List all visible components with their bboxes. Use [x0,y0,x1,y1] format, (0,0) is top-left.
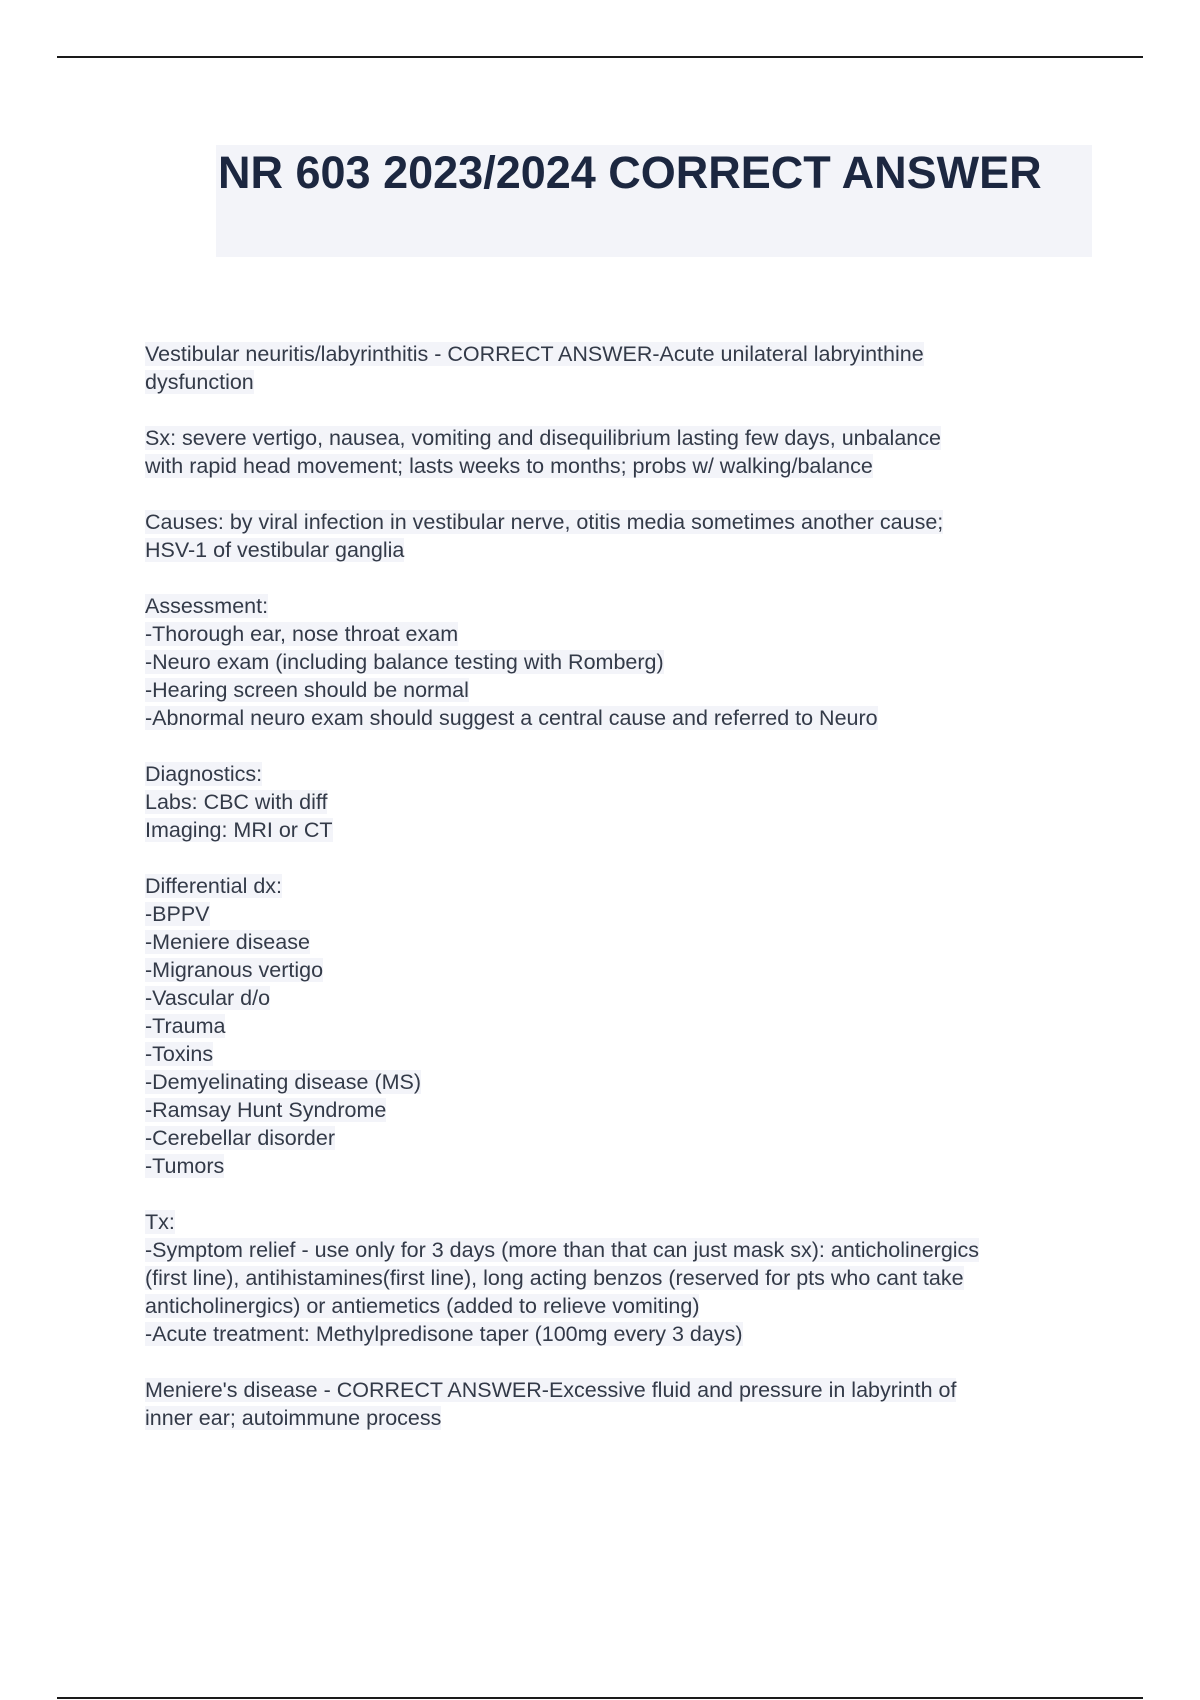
text-line: -Abnormal neuro exam should suggest a central cause and referred to Neuro [145,706,878,730]
paragraph-symptoms [145,424,1095,480]
text-line: -Acute treatment: Methylpredisone taper (100mg every 3 days) [145,1322,743,1346]
paragraph-treatment [145,1208,1095,1348]
text-line: Causes: by viral infection in vestibular nerve, otitis media sometimes another cause; [145,510,944,534]
text-line: -Demyelinating disease (MS) [145,1070,422,1094]
text-line: Diagnostics: [145,762,263,786]
text-line: Labs: CBC with diff [145,790,328,814]
text-line: (first line), antihistamines(first line), long acting benzos (reserved for pts who cant take [145,1266,964,1290]
text-line: -Ramsay Hunt Syndrome [145,1098,387,1122]
text-line: dysfunction [145,370,254,394]
bottom-rule [57,1697,1143,1699]
top-rule [57,56,1143,58]
text-line: Sx: severe vertigo, nausea, vomiting and disequilibrium lasting few days, unbalance [145,426,941,450]
text-line: Meniere's disease - CORRECT ANSWER-Excessive fluid and pressure in labyrinth of [145,1378,957,1402]
text-line: with rapid head movement; lasts weeks to months; probs w/ walking/balance [145,454,873,478]
text-line: -Symptom relief - use only for 3 days (more than that can just mask sx): anticholinergics [145,1238,980,1262]
paragraph-differential-dx [145,872,1095,1180]
text-line: anticholinergics) or antiemetics (added to relieve vomiting) [145,1294,700,1318]
paragraph-menieres-disease [145,1376,1095,1432]
document-title: NR 603 2023/2024 CORRECT ANSWER [218,147,1042,198]
text-line: -Migranous vertigo [145,958,324,982]
text-line: -Neuro exam (including balance testing with Romberg) [145,650,664,674]
text-line: -Meniere disease [145,930,310,954]
text-line: inner ear; autoimmune process [145,1406,442,1430]
text-line: HSV-1 of vestibular ganglia [145,538,405,562]
paragraph-causes [145,508,1095,564]
document-body [145,340,1095,1460]
paragraph-vestibular-neuritis [145,340,1095,396]
text-line: -BPPV [145,902,210,926]
text-line: -Hearing screen should be normal [145,678,469,702]
text-line: -Cerebellar disorder [145,1126,335,1150]
text-line: -Vascular d/o [145,986,271,1010]
text-line: Differential dx: [145,874,283,898]
text-line: Assessment: [145,594,269,618]
text-line: Vestibular neuritis/labyrinthitis - CORRECT ANSWER-Acute unilateral labryinthine [145,342,924,366]
paragraph-diagnostics [145,760,1095,844]
paragraph-assessment [145,592,1095,732]
text-line: -Thorough ear, nose throat exam [145,622,459,646]
text-line: Imaging: MRI or CT [145,818,333,842]
text-line: -Tumors [145,1154,225,1178]
text-line: Tx: [145,1210,175,1234]
text-line: -Toxins [145,1042,214,1066]
text-line: -Trauma [145,1014,226,1038]
